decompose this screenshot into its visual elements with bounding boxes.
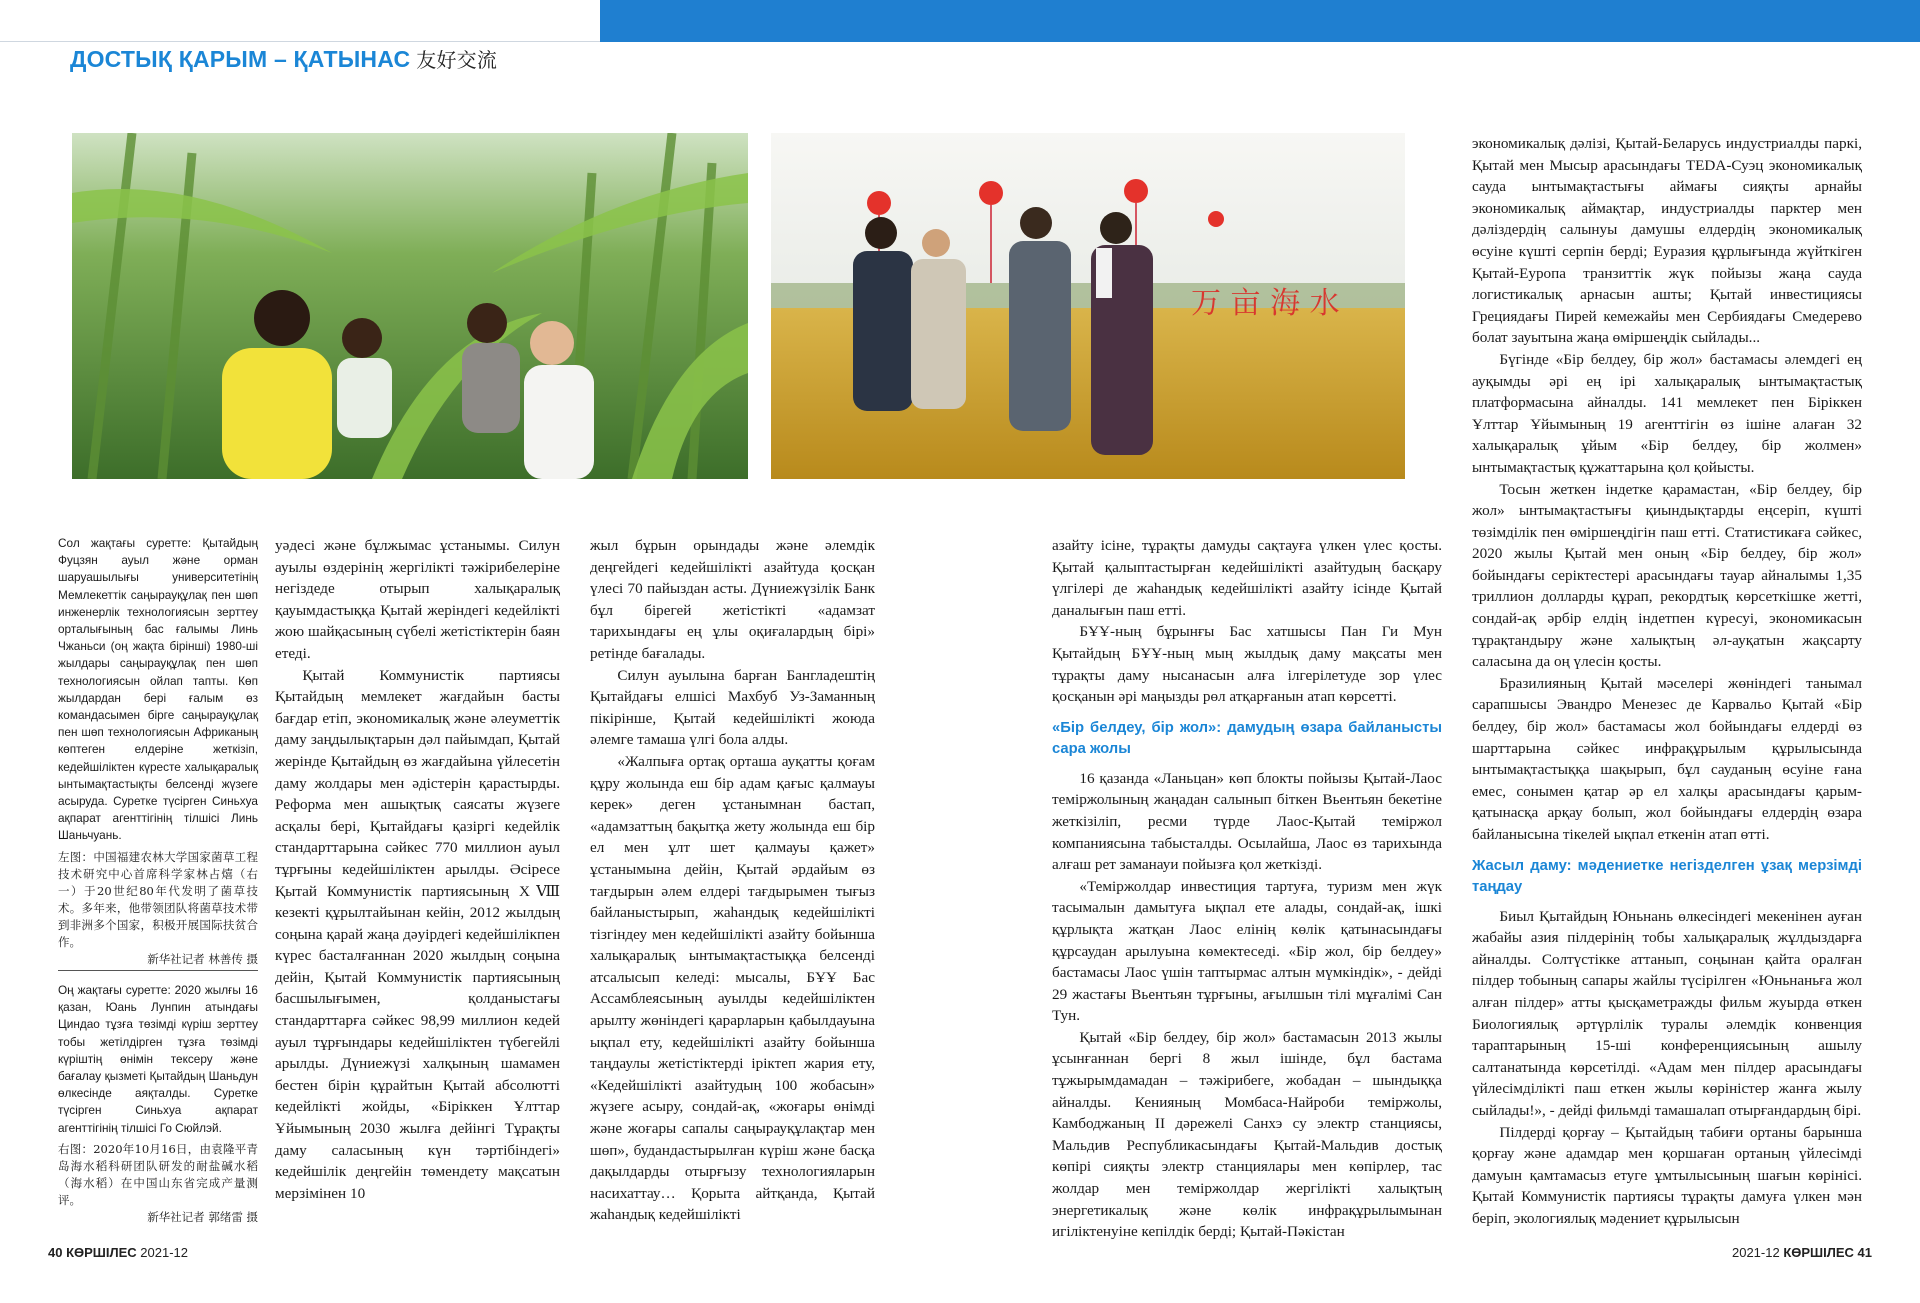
subheading-green-development: Жасыл даму: мәдениетке негізделген ұзақ мерзімді таңдау bbox=[1472, 857, 1862, 895]
caption-right-photo bbox=[58, 982, 258, 1226]
paragraph: Қытай «Бір белдеу, бір жол» бастамасын 2013 жылы ұсынғаннан бергі 8 жыл ішінде, бұл бастама тұжырымдамадан – тәжірибеге, жобадан – шындыққа айналды. Кенияның Момбаса-Найроби теміржолы, Камбоджаның ІІ дәрежелі Санхэ су электр станциясы, Мальдив Республикасындағы Қытай-Мальдив достық көпірі сияқты электр станциялары мен көпірлер, тас жолдар мен теміржолдар жергілікті халықтың энергетикалық және көлік инфрақұрылымынан игіліктенуіне кепілдік берді; Қытай-Пәкістан bbox=[1052, 1028, 1442, 1241]
paragraph: «Жалпыға ортақ орташа ауқатты қоғам құру жолында еш бір адам қағыс қалмауы керек» деген ұстанымнан бастап, «адамзаттың бақытқа жету жолында еш бір ел мен ұлт шет қалмауы қажет» ұстанымына дейін, Қытай әрдайым өз тағдырын әлем елдері тағдырымен тығыз байланыстырып, жаһандық кедейшілікті тізгіндеу мен кедейшілікті азайту бойынша халықаралық ынтымақтастыққа белсенді атсалысып келеді: мысалы, БҰҰ Бас Ассамблеясының ауылды кедейшіліктен арылту жөніндегі қарарларын қабылдауына ықпал ету, кедейшілікті азайту бойынша таңдаулы жетістіктерді іріктеп жария ету, «Кедейшілікті азайтудың 100 жобасын» жүзеге асыру, сондай-ақ, «жоғары өнімді және жоғары сапалы саңырауқұлақтар мен шөп», будандастырылған күріш және басқа дақылдарды отырғызу технологияларын насихаттау… Қорыта айтқанда, Қытай жаһандық кедейшілікті bbox=[590, 752, 875, 1224]
paragraph: уәдесі және бұлжымас ұстанымы. Силун ауылы өздерінің жергілікті тәжірибелеріне негіздеде отырып халықаралық қауымдастыққа Қытай жеріндегі кедейлікті жою шайқасының сүбелі жетістіктерін баян етеді. bbox=[275, 537, 560, 662]
article-column-3 bbox=[1052, 535, 1442, 1243]
article-column-1 bbox=[275, 535, 560, 1204]
section-title-cn: 友好交流 bbox=[416, 50, 498, 72]
paragraph: Бүгінде «Бір белдеу, бір жол» бастамасы әлемдегі ең ауқымды әрі ең ірі халықаралық ынтымақтастық платформасына айналды. 141 мемлекет пен Біріккен Ұлттар Ұйымының 19 агенттігін өз ішіне алаған 32 халықаралық ұйым «Бір белдеу, бір жолмен» ынтымақтастық құжаттарына қол қойысты. bbox=[1472, 350, 1862, 476]
page-number-right: 41 bbox=[1857, 1245, 1872, 1260]
issue-right: 2021-12 bbox=[1731, 1245, 1780, 1260]
top-rule bbox=[0, 0, 600, 42]
paragraph: «Теміржолдар инвестиция тартуға, туризм мен жүк тасымалын дамытуға ықпал ете алады, сондай-ақ, ішкі құрлықта жатқан Лаос елінің көлік қатынасындағы құрсаудан арылуына көмектеседі. «Бір жол, бір белдеу» бастамасы Лаос үшін таптырмас алтын мүмкіндік», - дейді 29 жастағы Вьентьян тұрғыны, ағылшын тілі мұғалімі Сан Тун. bbox=[1052, 877, 1442, 1025]
folio-left bbox=[48, 1245, 188, 1260]
paragraph: БҰҰ-ның бұрынғы Бас хатшысы Пан Ги Мун Қытайдың БҰҰ-ның мың жылдық даму мақсаты мен тұрақты даму нысанасын алға ілгерілетуде зор үлес қосқанын әрі маңызды рөл атқарғанын атап көрсетті. bbox=[1052, 623, 1442, 706]
page-number-left: 40 bbox=[48, 1245, 63, 1260]
folio-right bbox=[1732, 1245, 1872, 1260]
sugarcane-field-photo bbox=[72, 133, 748, 479]
paragraph: Пілдерді қорғау – Қытайдың табиғи ортаны барынша қорғау және адамдар мен қоршаған ортаның үйлесімді дамуын қамтамасыз етуге ұмтылысының шағын көрінісі. Қытай Коммунистік партиясы тұрақты дамуға үлкен мән беріп, экологиялық мәдениет құрылысын bbox=[1472, 1123, 1862, 1227]
paragraph: экономикалық дәлізі, Қытай-Беларусь индустриалды паркі, Қытай мен Мысыр арасындағы TEDA-Суэц экономикалық сауда ынтымақтастығы аймағы сияқты арнайы экономикалық аймақтар, индустриалды парктер мен дәліздердің салынуы дамушы елдердің экономикалық өсуіне күшті серпін берді; Еуразия құрлығында жүйткіген Қытай-Еуропа транзиттік жүк пойызы жаңа сауда логистикалық арнасын ашты; Қытай инвестициясы Грециядағы Пирей кемежайы мен Сербиядағы Смедерево болат зауытына жаңа өміршеңдік сыйлады... bbox=[1472, 135, 1862, 347]
paragraph: Қытай Коммунистік партиясы Қытайдың мемлекет жағдайын басты бағдар етіп, экономикалық және әлеуметтік даму заңдылықтарын дәл пайымдап, Қытай жерінде Қытайдың өз жағдайына үйлесетін даму жолдары мен әдістерін қарастырды. Реформа мен ашықтық саясаты жүзеге асқалы бері, Қытайдағы қазіргі кедейлік стандарттарына сәйкес 770 миллион ауыл тұрғыны кедейшіліктен арылды. Әсіресе Қытай Коммунистік партиясының ХⅧ кезекті құрылтайынан кейін, 2012 жылдың соңына қарай жаңа дәуірдегі кедейшілікпен күрес басталғаннан 2020 жылдың соңына дейін, Қытай Коммунистік партиясының басшылығымен, қолданыстағы стандарттарға сәйкес 98,99 миллион кедей ауыл тұрғындары кедейшіліктен түбегейлі арылды. Дүниежүзі халқының шамамен бестен бірін құрайтын Қытай абсолютті кедейлікті жойды, «Біріккен Ұлттар Ұйымының 2030 жылға дейінгі Тұрақты даму саласының күн тәртібіндегі» кедейшілік деңгейін төмендету мақсатын мерзімінен 10 bbox=[275, 666, 560, 1202]
caption-left-kz: Сол жақтағы суретте: Қытайдың Фуцзян ауыл және орман шаруашылығы университетінің Мемлекеттік саңырауқұлақ пен шөп инженерлік технологиясын зерттеу орталығының бас ғалымы Линь Чжаньси (оң жақта бірінші) 1980-ші жылдары саңырауқұлақ пен шөп технологиясын ойлап тапты. Көп жылдардан бері ғалым өз командасымен бірге саңырауқұлақ пен шөп технологиясын Африканың көптеген елдеріне жеткізіп, кедейшіліктен күресте халықаралық ынтымақтастықты белсенді жүзеге асыруда. Суретке түсірген Синьхуа ақпарат агенттігінің тілшісі Линь Шаньчуань. bbox=[58, 536, 258, 843]
paragraph: Тосын жеткен індетке қарамастан, «Бір белдеу, бір жол» ынтымақтастығы қиындықтарды еңсеріп, күшті төзімділік пен өміршеңдігін паш етті. Статистикаға сәйкес, 2020 жылы Қытай мен оның «Бір белдеу, бір жол» бойындағы серіктестері арасындағы тауар айналымы 1,35 триллион долларды құрап, рекордтық көрсеткішке жетті, сондай-ақ әрбір елдің індетпен күресуі, экономикасын тұрақтандыру және халықтың әл-ауқатын жақсарту саласына да оң үлесін қосты. bbox=[1472, 480, 1862, 671]
article-column-4 bbox=[1472, 133, 1862, 1230]
paragraph: Силун ауылына барған Бангладештің Қытайдағы елшісі Махбуб Уз-Заманның пікірінше, Қытай кедейшілікті жоюда әлемге тамаша үлгі бола алды. bbox=[590, 666, 875, 749]
section-title-kz: ДОСТЫҚ ҚАРЫМ – ҚАТЫНАС bbox=[70, 46, 411, 72]
top-color-band bbox=[600, 0, 1920, 42]
magazine-name-left: КӨРШІЛЕС bbox=[66, 1245, 137, 1260]
caption-left-photo bbox=[58, 535, 258, 968]
caption-left-credit: 新华社记者 林善传 摄 bbox=[147, 951, 258, 966]
caption-left-cn: 左图：中国福建农林大学国家菌草工程技术研究中心首席科学家林占熺（右一）于20世纪80年代发明了菌草技术。多年来，他带领团队将菌草技术带到非洲多个国家，积极开展国际扶贫合作。 bbox=[58, 849, 258, 949]
magazine-name-right: КӨРШІЛЕС bbox=[1783, 1245, 1854, 1260]
caption-right-credit: 新华社记者 郭绪雷 摄 bbox=[147, 1209, 258, 1224]
paragraph: 16 қазанда «Ланьцан» көп блокты пойызы Қытай-Лаос теміржолының жаңадан салынып біткен Вьентьян бекетіне жеткізіліп, ресми түрде Лаос-Қытай теміржол компаниясына табысталды. Осылайша, Лаос өз тарихында алғаш рет заманауи пойызға қол жеткізді. bbox=[1052, 769, 1442, 874]
field-sign: 万 亩 海 水 bbox=[1191, 286, 1340, 321]
rice-field-photo bbox=[771, 133, 1405, 479]
paragraph: азайту ісіне, тұрақты дамуды сақтауға үлкен үлес қосты. Қытай қалыптастырған кедейшілікті азайтудың басқару үлгілері де жаһандық кедейшілікті азайту ісінде Қытай даналығын паш етті. bbox=[1052, 537, 1442, 619]
subheading-belt-road: «Бір белдеу, бір жол»: дамудың өзара байланысты сара жолы bbox=[1052, 719, 1442, 757]
section-title bbox=[70, 44, 497, 78]
paragraph: Бразилияның Қытай мәселері жөніндегі танымал сарапшысы Эвандро Менезес де Карвальо Қытай «Бір белдеу, бір жол» бастамасы жол бойындағы елдерді өз шарттарына сәйкес инфрақұрылым құрылысында ынтымақтастыққа шақырып, бұл сауданың өсуіне ғана емес, сонымен қатар әр ел халқы арасындағы қарым-қатынасқа арқау болып, жол бойындағы елдердің өзара байланысына тікелей ықпал еткенін атап өтті. bbox=[1472, 674, 1862, 843]
paragraph: жыл бұрын орындады және әлемдік деңгейдегі кедейшілікті азайтуда қосқан үлесі 70 пайыздан асты. Дүниежүзілік Банк бұл бірегей жетістікті «адамзат тарихындағы ең ұлы оқиғалардың бірі» ретінде бағалады. bbox=[590, 537, 875, 662]
caption-right-cn: 右图：2020年10月16日，由袁隆平青岛海水稻科研团队研发的耐盐碱水稻（海水稻）在中国山东省完成产量测评。 bbox=[58, 1141, 258, 1207]
paragraph: Биыл Қытайдың Юньнань өлкесіндегі мекенінен ауған жабайы азия пілдерінің тобы халықаралық жұлдыздарға айналды. Солтүстікке аттанып, соңынан қайта оралған пілдер тобының сапары жайлы түсірілген «Юньнаньға жол алған пілдер» атты қысқаметражды фильм жуырда өткен Биологиялық әртүрлілік туралы әлемдік конвенция тараптарының 15-ші конференциясының ашылу салтанатында көрсетілді. «Адам мен пілдер арасындағы үйлесімділікті паш еткен жылы көріністер жанға жылу сыйлады!», - дейді фильмді тамашалап отырғандардың бірі. bbox=[1472, 907, 1862, 1119]
issue-left: 2021-12 bbox=[140, 1245, 189, 1260]
article-column-2 bbox=[590, 535, 875, 1226]
caption-right-kz: Оң жақтағы суретте: 2020 жылғы 16 қазан, Юань Лунпин атындағы Циндао тұзға төзімді күріш зерттеу тобы жетілдірген тұзға төзімді күріштің өнімін тексеру және бағалау қызметі Қытайдың Шаньдун өлкесінде аяқталды. Суретке түсірген Синьхуа ақпарат агенттігінің тілшісі Го Сюйлэй. bbox=[58, 983, 258, 1135]
caption-divider bbox=[58, 970, 258, 971]
